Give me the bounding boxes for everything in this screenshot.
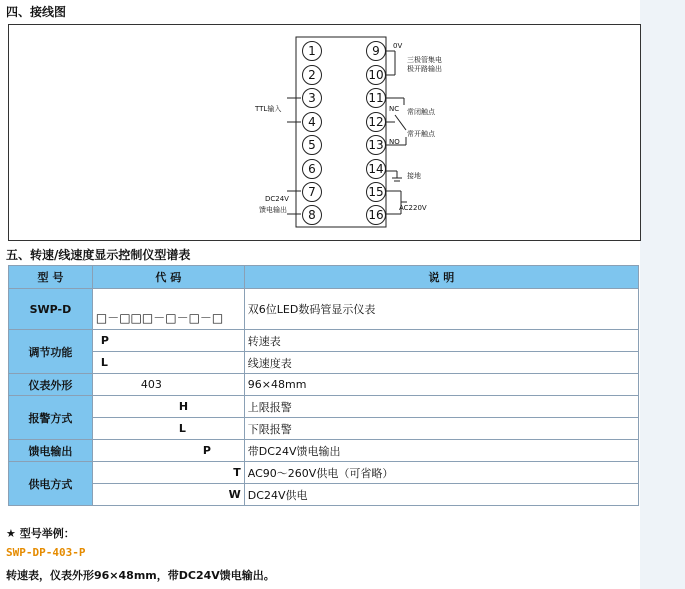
label-ground: 接地 bbox=[407, 172, 421, 180]
feed-code: P bbox=[92, 440, 244, 462]
power-desc-t: AC90～260V供电（可省略） bbox=[244, 462, 638, 484]
label-no: NO bbox=[389, 138, 400, 146]
terminal-4: 4 bbox=[302, 112, 322, 132]
label-transistor-1: 三极管集电 bbox=[407, 56, 442, 64]
header-model: 型 号 bbox=[9, 266, 93, 289]
model-desc: 双6位LED数码管显示仪表 bbox=[244, 289, 638, 330]
section-4-title: 四、接线图 bbox=[6, 5, 67, 19]
power-desc-w: DC24V供电 bbox=[244, 484, 638, 506]
table-row-model bbox=[9, 289, 639, 330]
feed-desc: 带DC24V馈电输出 bbox=[244, 440, 638, 462]
terminal-2: 2 bbox=[302, 65, 322, 85]
label-nc-desc: 常闭触点 bbox=[407, 108, 435, 116]
table-header-row bbox=[9, 266, 639, 289]
adjust-code-p: P bbox=[92, 330, 244, 352]
row-label-shape: 仪表外形 bbox=[9, 374, 93, 396]
example-model: SWP-DP-403-P bbox=[6, 546, 86, 559]
example-title: ★ 型号举例： bbox=[6, 527, 75, 540]
header-desc: 说 明 bbox=[244, 266, 638, 289]
terminal-7: 7 bbox=[302, 182, 322, 202]
terminal-9: 9 bbox=[366, 41, 386, 61]
terminal-10: 10 bbox=[366, 65, 386, 85]
alarm-code-l: L bbox=[92, 418, 244, 440]
example-description: 转速表，仪表外形96×48mm，带DC24V馈电输出。 bbox=[6, 569, 275, 582]
label-transistor-2: 极开路输出 bbox=[407, 65, 442, 73]
label-nc: NC bbox=[389, 105, 400, 113]
alarm-desc-h: 上限报警 bbox=[244, 396, 638, 418]
row-label-power: 供电方式 bbox=[9, 462, 93, 506]
alarm-code-h: H bbox=[92, 396, 244, 418]
wiring-diagram bbox=[8, 24, 641, 241]
shape-desc: 96×48mm bbox=[244, 374, 638, 396]
shape-code: 403 bbox=[92, 374, 244, 396]
terminal-11: 11 bbox=[366, 88, 386, 108]
power-code-t: T bbox=[92, 462, 244, 484]
section-5-title: 五、转速/线速度显示控制仪型谱表 bbox=[6, 248, 191, 262]
terminal-1: 1 bbox=[302, 41, 322, 61]
row-label-adjust: 调节功能 bbox=[9, 330, 93, 374]
terminal-13: 13 bbox=[366, 135, 386, 155]
terminal-16: 16 bbox=[366, 205, 386, 225]
model-code-template: □－□□□－□－□－□ bbox=[92, 289, 244, 330]
terminal-6: 6 bbox=[302, 159, 322, 179]
adjust-desc-l: 线速度表 bbox=[244, 352, 638, 374]
label-dc24v: DC24V bbox=[265, 195, 289, 203]
terminal-12: 12 bbox=[366, 112, 386, 132]
terminal-5: 5 bbox=[302, 135, 322, 155]
alarm-desc-l: 下限报警 bbox=[244, 418, 638, 440]
row-label-alarm: 报警方式 bbox=[9, 396, 93, 440]
row-label-feed: 馈电输出 bbox=[9, 440, 93, 462]
power-code-w: W bbox=[92, 484, 244, 506]
header-code: 代 码 bbox=[92, 266, 244, 289]
row-label-model: SWP-D bbox=[9, 289, 93, 330]
label-ttl-input: TTL输入 bbox=[255, 105, 282, 113]
adjust-code-l: L bbox=[92, 352, 244, 374]
terminal-15: 15 bbox=[366, 182, 386, 202]
terminal-3: 3 bbox=[302, 88, 322, 108]
wiring-lines bbox=[9, 25, 640, 240]
label-no-desc: 常开触点 bbox=[407, 130, 435, 138]
terminal-8: 8 bbox=[302, 205, 322, 225]
model-spec-table bbox=[8, 265, 639, 506]
terminal-14: 14 bbox=[366, 159, 386, 179]
label-0v: 0V bbox=[393, 42, 403, 50]
adjust-desc-p: 转速表 bbox=[244, 330, 638, 352]
label-ac220v: AC220V bbox=[399, 204, 427, 212]
label-feed-output: 馈电输出 bbox=[259, 206, 287, 214]
right-margin-strip bbox=[640, 0, 685, 589]
